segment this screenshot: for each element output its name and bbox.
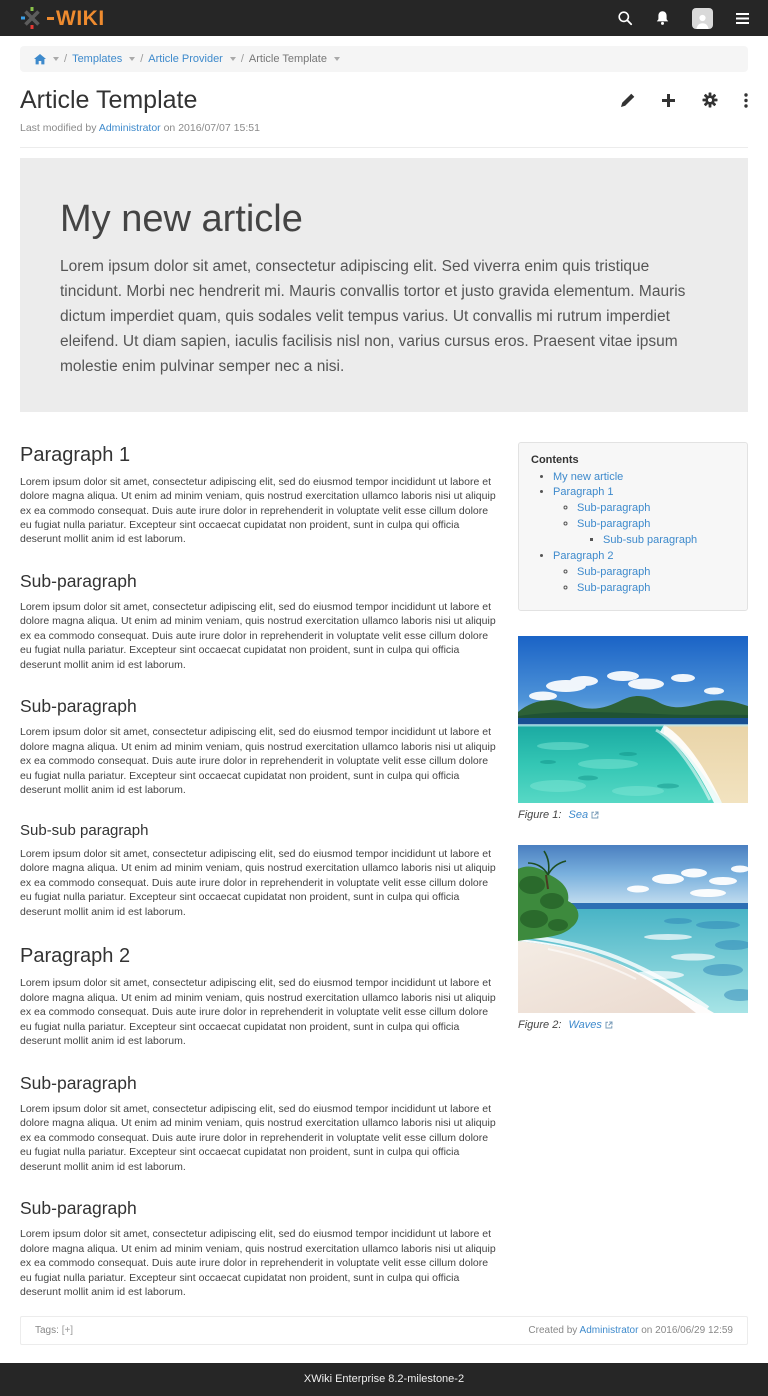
xwiki-x-glyph-icon: [20, 6, 44, 30]
xwiki-logo[interactable]: [20, 6, 105, 30]
chevron-down-icon[interactable]: [230, 57, 236, 61]
waves-link[interactable]: Waves: [568, 1019, 602, 1032]
external-link-icon: [605, 1021, 613, 1029]
section-sub-paragraph-3: [20, 1073, 500, 1174]
toc-link-sub-paragraph[interactable]: Sub-paragraph: [577, 582, 651, 595]
sidebar: [518, 442, 748, 1300]
figure-caption: Figure 2: Waves: [518, 1019, 748, 1031]
chevron-down-icon[interactable]: [334, 57, 340, 61]
toc-item: [577, 565, 735, 581]
toc-item: [577, 501, 735, 517]
header-divider: [20, 147, 748, 148]
chevron-down-icon[interactable]: [53, 57, 59, 61]
breadcrumb: [20, 46, 748, 72]
toc-link-sub-paragraph[interactable]: Sub-paragraph: [577, 518, 651, 531]
section-heading: Sub-paragraph: [20, 1198, 137, 1219]
tags-area: [35, 1325, 73, 1336]
breadcrumb-item-templates[interactable]: Templates: [72, 53, 123, 65]
document-actions: [620, 86, 748, 108]
section-sub-paragraph-2: [20, 696, 500, 797]
section-sub-paragraph-1: [20, 571, 500, 672]
edit-pencil-icon[interactable]: [620, 93, 635, 108]
section-paragraph-2: [20, 945, 500, 1048]
chevron-down-icon[interactable]: [129, 57, 135, 61]
section-heading: Paragraph 1: [20, 443, 131, 466]
last-modified-line: Last modified by Administrator on 2016/07/07 15:51: [20, 122, 260, 134]
notifications-bell-icon[interactable]: [655, 10, 670, 26]
article-body: [20, 442, 500, 1300]
more-actions-kebab-icon[interactable]: [744, 93, 748, 108]
breadcrumb-item-current: Article Template: [248, 53, 327, 65]
drawer-menu-icon[interactable]: [735, 12, 750, 25]
add-tag-button[interactable]: [+]: [61, 1324, 74, 1336]
external-link-icon: [591, 811, 599, 819]
toc-link-sub-paragraph[interactable]: Sub-paragraph: [577, 566, 651, 579]
toc-item: [603, 533, 735, 549]
contents-panel-title: Contents: [531, 453, 579, 466]
article-hero-panel: [20, 158, 748, 412]
sea-link[interactable]: Sea: [568, 809, 589, 822]
logo-wordmark: WIKI: [56, 6, 105, 30]
toc-item: [553, 470, 735, 486]
created-line: Created by Administrator on 2016/06/29 12:59: [528, 1324, 733, 1336]
section-sub-paragraph-4: [20, 1198, 500, 1299]
create-plus-icon[interactable]: [661, 93, 676, 108]
site-footer: [0, 1363, 768, 1396]
user-avatar[interactable]: [692, 8, 713, 29]
article-lead-paragraph: Lorem ipsum dolor sit amet, consectetur adipiscing elit. Sed viverra enim quis tristique tincidunt. Morbi nec hendrerit mi. Mauris convallis tortor et justo gravida elementum. Mauris dictum imperdiet quam, quis sodales velit tempus varius. Ut convallis mi rutrum imperdiet eleifend. Ut diam sapien, iaculis facilisis nisl non, varius cursus eros. Praesent vitae ipsum molestie enim pulvinar semper nec a nisi.: [60, 258, 686, 376]
toc-link-sub-sub-paragraph[interactable]: Sub-sub paragraph: [603, 534, 698, 547]
section-heading: Sub-paragraph: [20, 696, 137, 717]
version-text: XWiki Enterprise 8.2-milestone-2: [303, 1372, 465, 1385]
breadcrumb-separator: /: [140, 53, 144, 65]
toc-item: [553, 485, 735, 549]
toc-item: [577, 517, 735, 549]
toc-list: [531, 470, 735, 598]
toc-item: [553, 549, 735, 597]
logo-dash: [47, 17, 54, 20]
section-heading: Sub-paragraph: [20, 570, 137, 591]
breadcrumb-separator: /: [64, 53, 68, 65]
contents-panel: [518, 442, 748, 612]
top-navigation-bar: [0, 0, 768, 36]
settings-gear-icon[interactable]: [702, 92, 718, 108]
section-text: Lorem ipsum dolor sit amet, consectetur adipiscing elit, sed do eiusmod tempor incididunt ut labore et dolore magna aliqua. Ut enim ad minim veniam, quis nostrud exercitation ullamco laboris nisi ut aliquip ex ea commodo consequat. Duis aute irure dolor in reprehenderit in voluptate velit esse cillum dolore eu fugiat nulla pariatur. Excepteur sint occaecat cupidatat non proident, sunt in culpa qui officia deserunt mollit anim id est laborum.: [20, 600, 496, 671]
section-heading: Sub-sub paragraph: [20, 821, 149, 839]
toc-link-my-new-article[interactable]: My new article: [553, 470, 624, 483]
search-icon[interactable]: [617, 10, 633, 26]
toc-link-sub-paragraph[interactable]: Sub-paragraph: [577, 502, 651, 515]
figure-caption: Figure 1: Sea: [518, 809, 748, 821]
section-paragraph-1: [20, 444, 500, 547]
created-by-user-link[interactable]: Administrator: [579, 1324, 639, 1336]
section-text: Lorem ipsum dolor sit amet, consectetur adipiscing elit, sed do eiusmod tempor incididunt ut labore et dolore magna aliqua. Ut enim ad minim veniam, quis nostrud exercitation ullamco laboris nisi ut aliquip ex ea commodo consequat. Duis aute irure dolor in reprehenderit in voluptate velit esse cillum dolore eu fugiat nulla pariatur. Excepteur sint occaecat cupidatat non proident, sunt in culpa qui officia deserunt mollit anim id est laborum.: [20, 726, 496, 797]
breadcrumb-separator: /: [240, 53, 244, 65]
section-text: Lorem ipsum dolor sit amet, consectetur adipiscing elit, sed do eiusmod tempor incididunt ut labore et dolore magna aliqua. Ut enim ad minim veniam, quis nostrud exercitation ullamco laboris nisi ut aliquip ex ea commodo consequat. Duis aute irure dolor in reprehenderit in voluptate velit esse cillum dolore eu fugiat nulla pariatur. Excepteur sint occaecat cupidatat non proident, sunt in culpa qui officia deserunt mollit anim id est laborum.: [20, 1228, 496, 1299]
sea-photo: [518, 636, 748, 803]
tags-label: Tags:: [35, 1324, 59, 1336]
modified-by-user-link[interactable]: Administrator: [98, 122, 161, 134]
waves-photo: [518, 845, 748, 1013]
figure-sea: [518, 636, 748, 821]
section-heading: Sub-paragraph: [20, 1072, 137, 1093]
section-text: Lorem ipsum dolor sit amet, consectetur adipiscing elit, sed do eiusmod tempor incididunt ut labore et dolore magna aliqua. Ut enim ad minim veniam, quis nostrud exercitation ullamco laboris nisi ut aliquip ex ea commodo consequat. Duis aute irure dolor in reprehenderit in voluptate velit esse cillum dolore eu fugiat nulla pariatur. Excepteur sint occaecat cupidatat non proident, sunt in culpa qui officia deserunt mollit anim id est laborum.: [20, 475, 496, 546]
document-info-bar: [20, 1316, 748, 1345]
section-text: Lorem ipsum dolor sit amet, consectetur adipiscing elit, sed do eiusmod tempor incididunt ut labore et dolore magna aliqua. Ut enim ad minim veniam, quis nostrud exercitation ullamco laboris nisi ut aliquip ex ea commodo consequat. Duis aute irure dolor in reprehenderit in voluptate velit esse cillum dolore eu fugiat nulla pariatur. Excepteur sint occaecat cupidatat non proident, sunt in culpa qui officia deserunt mollit anim id est laborum.: [20, 847, 496, 918]
toc-item: [577, 581, 735, 597]
section-text: Lorem ipsum dolor sit amet, consectetur adipiscing elit, sed do eiusmod tempor incididunt ut labore et dolore magna aliqua. Ut enim ad minim veniam, quis nostrud exercitation ullamco laboris nisi ut aliquip ex ea commodo consequat. Duis aute irure dolor in reprehenderit in voluptate velit esse cillum dolore eu fugiat nulla pariatur. Excepteur sint occaecat cupidatat non proident, sunt in culpa qui officia deserunt mollit anim id est laborum.: [20, 977, 496, 1048]
section-sub-sub-paragraph: [20, 822, 500, 919]
article-title: My new article: [60, 198, 303, 240]
toc-link-paragraph-1[interactable]: Paragraph 1: [553, 486, 614, 499]
breadcrumb-item-article-provider[interactable]: Article Provider: [148, 53, 223, 65]
toc-link-paragraph-2[interactable]: Paragraph 2: [553, 550, 614, 563]
breadcrumb-home-icon[interactable]: [34, 54, 46, 65]
figure-waves: [518, 845, 748, 1031]
section-heading: Paragraph 2: [20, 945, 131, 968]
page-title: Article Template: [20, 86, 198, 114]
section-text: Lorem ipsum dolor sit amet, consectetur adipiscing elit, sed do eiusmod tempor incididunt ut labore et dolore magna aliqua. Ut enim ad minim veniam, quis nostrud exercitation ullamco laboris nisi ut aliquip ex ea commodo consequat. Duis aute irure dolor in reprehenderit in voluptate velit esse cillum dolore eu fugiat nulla pariatur. Excepteur sint occaecat cupidatat non proident, sunt in culpa qui officia deserunt mollit anim id est laborum.: [20, 1102, 496, 1173]
